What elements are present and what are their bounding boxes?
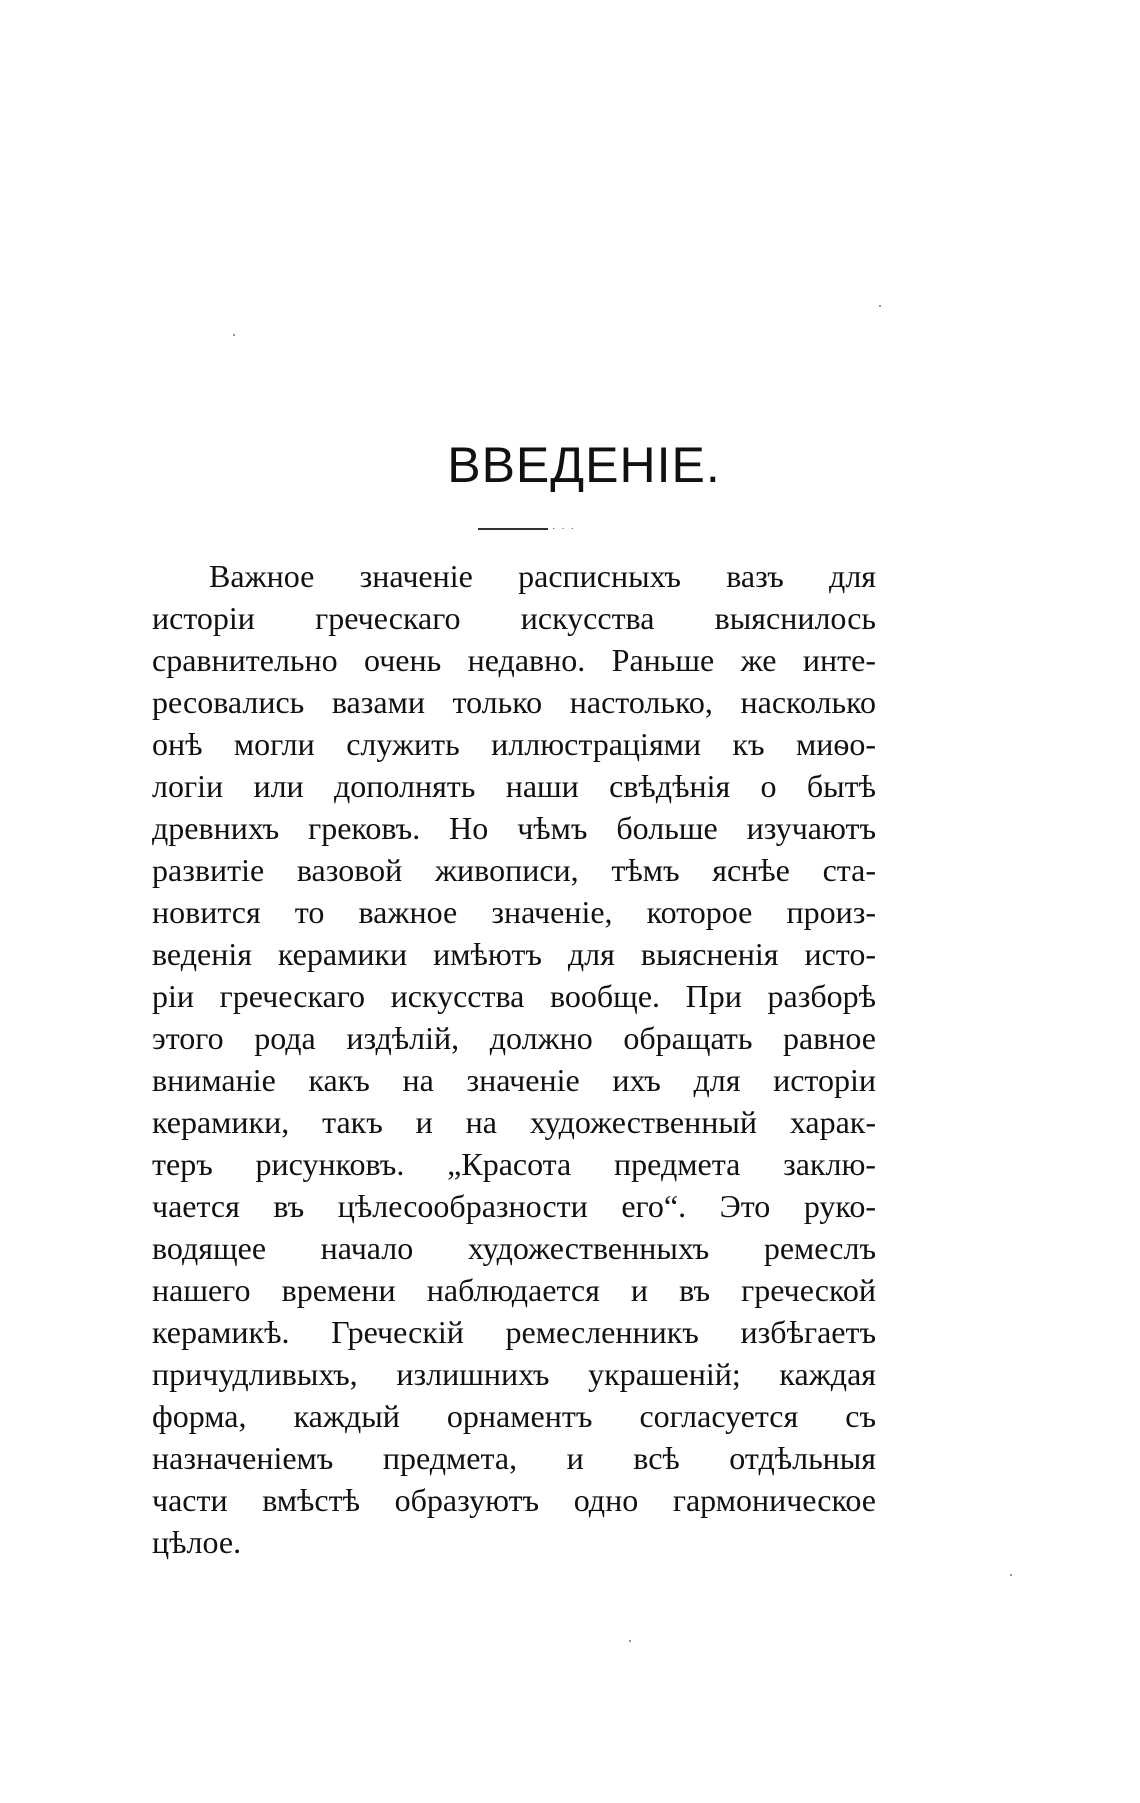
paragraph-line: ріи греческаго искусства вообще. При разборѣ: [152, 978, 876, 1014]
paragraph-line: древнихъ грековъ. Но чѣмъ больше изучаютъ: [152, 810, 876, 846]
paragraph-line: нашего времени наблюдается и въ греческой: [152, 1272, 876, 1308]
paragraph-line: форма, каждый орнаментъ согласуется съ: [152, 1398, 876, 1434]
paragraph-line: части вмѣстѣ образуютъ одно гармоническое: [152, 1482, 876, 1518]
paragraph-line: ресовались вазами только настолько, насколько: [152, 684, 876, 720]
paragraph-line: логіи или дополнять наши свѣдѣнія о бытѣ: [152, 768, 876, 804]
intro-paragraph: [152, 555, 876, 1563]
heading-divider-dots: ···: [552, 524, 580, 535]
paragraph-line: вниманіе какъ на значеніе ихъ для исторіи: [152, 1062, 876, 1098]
paragraph-line: чается въ цѣлесообразности его“. Это руко-: [152, 1188, 876, 1224]
paragraph-line: исторіи греческаго искусства выяснилось: [152, 600, 876, 636]
paragraph-line: Важное значеніе расписныхъ вазъ для: [209, 558, 876, 594]
paragraph-line: керамикѣ. Греческій ремесленникъ избѣгаетъ: [152, 1314, 876, 1350]
paragraph-line: керамики, такъ и на художественный харак-: [152, 1104, 876, 1140]
paragraph-line: этого рода издѣлій, должно обращать равное: [152, 1020, 876, 1056]
paragraph-line: цѣлое.: [152, 1524, 242, 1560]
print-speck: [629, 1640, 631, 1642]
paragraph-line: сравнительно очень недавно. Раньше же инте-: [152, 642, 876, 678]
paragraph-line: онѣ могли служить иллюстраціями къ миѳо-: [152, 726, 876, 762]
paragraph-line: причудливыхъ, излишнихъ украшеній; каждая: [152, 1356, 876, 1392]
paragraph-line: теръ рисунковъ. „Красота предмета заклю-: [152, 1146, 876, 1182]
heading-divider: [478, 528, 548, 530]
print-speck: [1010, 1574, 1012, 1576]
paragraph-line: развитіе вазовой живописи, тѣмъ яснѣе ста-: [152, 852, 876, 888]
paragraph-line: веденія керамики имѣютъ для выясненія исто-: [152, 936, 876, 972]
paragraph-line: назначеніемъ предмета, и всѣ отдѣльныя: [152, 1440, 876, 1476]
paragraph-line: новится то важное значеніе, которое произ-: [152, 894, 876, 930]
print-speck: [233, 334, 235, 336]
print-speck: [879, 305, 881, 307]
chapter-heading: ВВЕДЕНІЕ.: [447, 437, 721, 493]
paragraph-line: водящее начало художественныхъ ремеслъ: [152, 1230, 876, 1266]
